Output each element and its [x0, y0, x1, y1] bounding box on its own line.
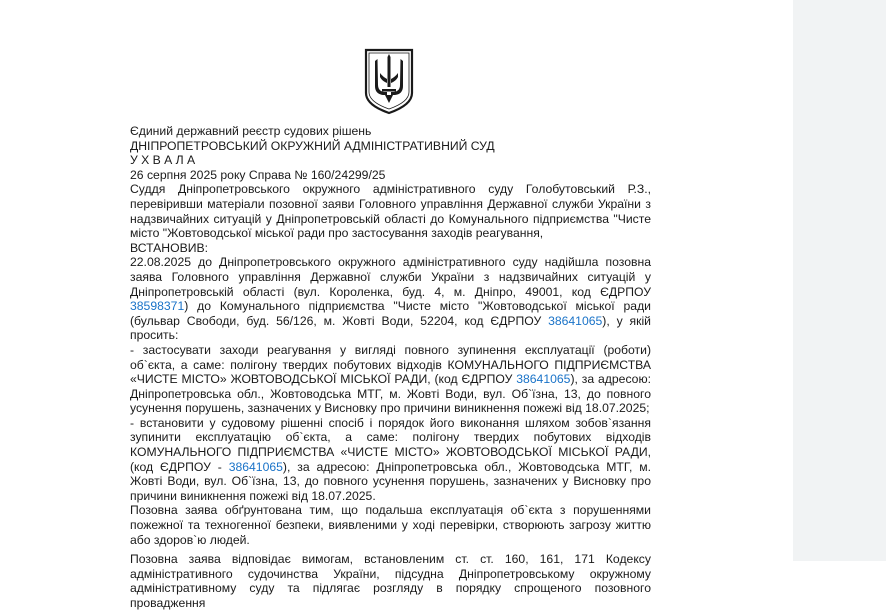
- date-and-case-number: 26 серпня 2025 року Справа № 160/24299/25: [130, 167, 386, 182]
- paragraph-request-2: - встановити у судовому рішенні спосіб і порядок його виконання шляхом зобов`язання зупинити експлуатацію об`єкта, а саме: полігону твердих побутових відходів КОМУНАЛЬНОГО ПІДПРИЄМСТВА «ЧИСТЕ МІСТО» ЖОВТОВОДСЬКОЇ МІСЬКОЇ РАДИ, (код ЄДРПОУ - 38641065), за адресою: Дніпропетровська обл., Жовтоводська МТГ, м. Жовті Води, вул. Об`їзна, 13, до повного усунення порушень, зазначених у Висновку про причини виникнення пожежі від 18.07.2025.: [130, 415, 651, 503]
- paragraph-compliance: Позовна заява відповідає вимогам, встановленим ст. ст. 160, 161, 171 Кодексу адміністративного судочинства України, підсудна Дніпропетровському окружному адміністративному суду та підлягає розгляду в порядку спрощеного позовного провадження: [130, 552, 651, 610]
- court-decision-document: [130, 0, 651, 610]
- established-heading: ВСТАНОВИВ:: [130, 240, 208, 255]
- paragraph-grounds: Позовна заява обґрунтована тим, що подальша експлуатація об`єкта з порушеннями пожежної та техногенної безпеки, виявленими у ході перевірки, створюють загрозу життю або здоров`ю людей.: [130, 503, 651, 547]
- intro-paragraph: Суддя Дніпропетровського окружного адміністративного суду Голобутовський Р.З., перевіривши матеріали позовної заяви Головного управління Державної служби України з надзвичайних ситуацій у Дніпропетровській області до Комунального підприємства "Чисте місто "Жовтоводської міської ради про застосування заходів реагування,: [130, 182, 651, 241]
- court-name: ДНІПРОПЕТРОВСЬКИЙ ОКРУЖНИЙ АДМІНІСТРАТИВНИЙ СУД: [130, 138, 495, 153]
- trident-coat-of-arms-icon: [363, 47, 415, 115]
- registry-name: Єдиний державний реєстр судових рішень: [130, 124, 372, 138]
- paragraph-request-1: - застосувати заходи реагування у вигляді повного зупинення експлуатації (роботи) об`єкта, а саме: полігону твердих побутових відходів КОМУНАЛЬНОГО ПІДПРИЄМСТВА «ЧИСТЕ МІСТО» ЖОВТОВОДСЬКОЇ МІСЬКОЇ РАДИ, (код ЄДРПОУ 38641065), за адресою: Дніпропетровська обл., Жовтоводська МТГ, м. Жовті Води, вул. Об`їзна, 13, до повного усунення порушень, зазначених у Висновку про причини виникнення пожежі від 18.07.2025;: [130, 342, 651, 416]
- edrpou-link[interactable]: 38641065: [228, 459, 283, 474]
- edrpou-link[interactable]: 38641065: [516, 372, 571, 387]
- edrpou-link[interactable]: 38641065: [548, 313, 603, 328]
- document-type: У Х В А Л А: [130, 153, 196, 168]
- paragraph-claim: 22.08.2025 до Дніпропетровського окружного адміністративного суду надійшла позовна заява Головного управління Державної служби України з надзвичайних ситуацій у Дніпропетровській області (вул. Короленка, буд. 4, м. Дніпро, 49001, код ЄДРПОУ 38598371) до Комунального підприємства "Чисте місто "Жовтоводської міської ради (бульвар Свободи, буд. 56/126, м. Жовті Води, 52204, код ЄДРПОУ 38641065), у якій просить:: [130, 255, 651, 343]
- edrpou-link[interactable]: 38598371: [130, 299, 185, 314]
- side-panel: [793, 0, 886, 561]
- document-body: [130, 124, 651, 611]
